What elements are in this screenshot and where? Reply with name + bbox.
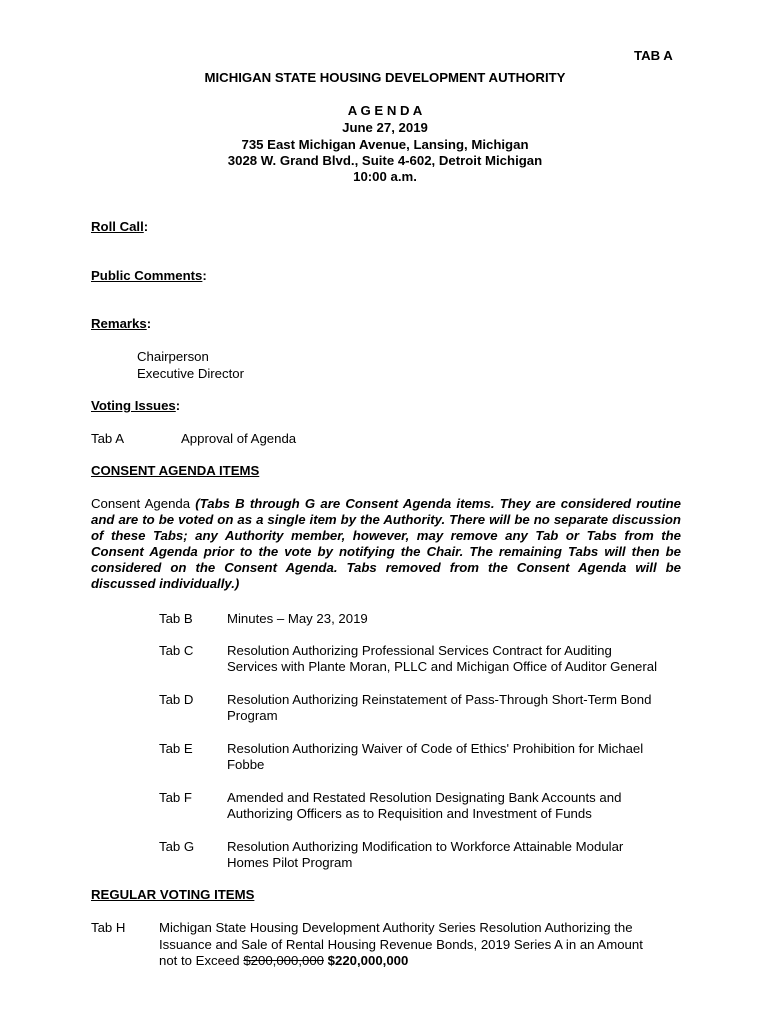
consent-item-text: Resolution Authorizing Reinstatement of Pass-Through Short-Term Bond [227,692,652,707]
tab-label: TAB A [634,48,673,63]
remarks-item: Chairperson [137,349,209,364]
consent-item-text: Authorizing Officers as to Requisition and Investment of Funds [227,806,592,821]
consent-item-tab: Tab D [159,692,194,707]
tab-h-label: Tab H [91,920,126,935]
tab-h-text: not to Exceed $200,000,000 $220,000,000 [159,953,409,968]
meeting-time: 10:00 a.m. [353,169,417,184]
regular-heading: REGULAR VOTING ITEMS [91,887,255,902]
consent-item-text: Services with Plante Moran, PLLC and Michigan Office of Auditor General [227,659,658,674]
consent-item-text: Fobbe [227,757,265,772]
meeting-date: June 27, 2019 [342,120,428,135]
remarks-item: Executive Director [137,366,245,381]
location-lansing: 735 East Michigan Avenue, Lansing, Michigan [241,137,529,152]
agenda-title: A G E N D A [347,103,423,118]
consent-intro: Consent Agenda (Tabs B through G are Consent Agenda items. They are considered routine and are to be voted on as a single item by the Authority. There will be no separate discussion of these Tabs; any Authority member, however, may remove any Tab or Tabs from the Consent Agenda prior to the vote by notifying the Chair. The remaining Tabs will then be considered on the Consent Agenda. Tabs removed from the Consent Agenda will be discussed individually.) [91,496,681,591]
consent-item-text: Resolution Authorizing Professional Services Contract for Auditing [227,643,612,658]
new-amount: $220,000,000 [327,953,409,968]
consent-item-text: Homes Pilot Program [227,855,353,870]
consent-heading: CONSENT AGENDA ITEMS [91,463,260,478]
remarks-heading: Remarks: [91,316,152,331]
consent-item-tab: Tab G [159,839,195,854]
location-detroit: 3028 W. Grand Blvd., Suite 4-602, Detroit Michigan [227,153,543,168]
consent-item-tab: Tab C [159,643,194,658]
struck-amount: $200,000,000 [243,953,324,968]
consent-item-tab: Tab F [159,790,192,805]
consent-item-text: Amended and Restated Resolution Designating Bank Accounts and [227,790,622,805]
voting-issues-heading: Voting Issues: [91,398,181,413]
consent-item-tab: Tab E [159,741,193,756]
tab-h-text: Issuance and Sale of Rental Housing Revenue Bonds, 2019 Series A in an Amount [159,937,643,952]
public-comments-heading: Public Comments: [91,268,207,283]
tab-a-label: Tab A [91,431,124,446]
consent-item-text: Program [227,708,278,723]
roll-call-heading: Roll Call: [91,219,149,234]
consent-item-text: Resolution Authorizing Modification to Workforce Attainable Modular [227,839,624,854]
consent-item-tab: Tab B [159,611,193,626]
org-title: MICHIGAN STATE HOUSING DEVELOPMENT AUTHORITY [204,70,566,85]
tab-a-text: Approval of Agenda [181,431,297,446]
tab-h-text: Michigan State Housing Development Authority Series Resolution Authorizing the [159,920,633,935]
consent-item-text: Minutes – May 23, 2019 [227,611,368,626]
consent-item-text: Resolution Authorizing Waiver of Code of Ethics' Prohibition for Michael [227,741,644,756]
